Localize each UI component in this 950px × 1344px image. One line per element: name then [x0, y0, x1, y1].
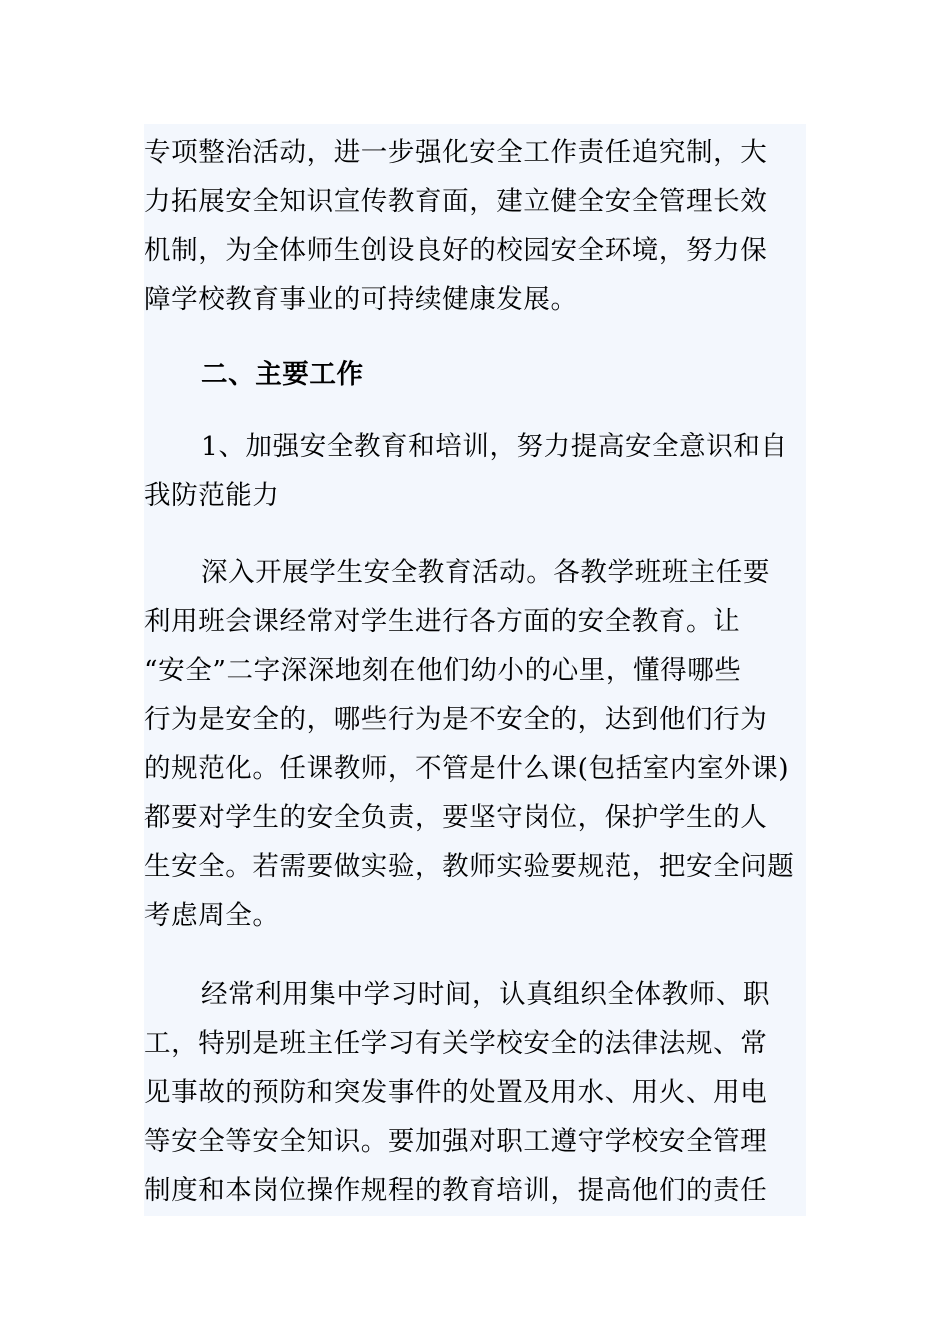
- text-line: 的规范化。任课教师，不管是什么课(包括室内室外课): [144, 753, 790, 784]
- text-line: 生安全。若需要做实验，教师实验要规范，把安全问题: [144, 851, 795, 882]
- text-line: 行为是安全的，哪些行为是不安全的，达到他们行为: [144, 704, 768, 735]
- text-line: 经常利用集中学习时间，认真组织全体教师、职: [201, 979, 771, 1010]
- document-text-panel: [144, 124, 806, 1216]
- text-line: 等安全等安全知识。要加强对职工遵守学校安全管理: [144, 1126, 768, 1157]
- text-line: 障学校教育事业的可持续健康发展。: [144, 284, 578, 315]
- text-line: 利用班会课经常对学生进行各方面的安全教育。让: [144, 606, 741, 637]
- text-line: 制度和本岗位操作规程的教育培训，提高他们的责任: [144, 1175, 768, 1206]
- heading-line: 二、主要工作: [201, 359, 364, 390]
- text-line: 工，特别是班主任学习有关学校安全的法律法规、常: [144, 1028, 768, 1059]
- text-line: 力拓展安全知识宣传教育面，建立健全安全管理长效: [144, 186, 768, 217]
- text-line: “安全”二字深深地刻在他们幼小的心里，懂得哪些: [144, 655, 742, 686]
- text-line: 深入开展学生安全教育活动。各教学班班主任要: [201, 557, 771, 588]
- text-line: 1、加强安全教育和培训，努力提高安全意识和自: [201, 431, 788, 462]
- text-line: 专项整治活动，进一步强化安全工作责任追究制，大: [144, 137, 768, 168]
- paragraph-intro-continuation: [144, 128, 806, 324]
- text-line: 见事故的预防和突发事件的处置及用水、用火、用电: [144, 1077, 768, 1108]
- paragraph-staff-training: [144, 970, 806, 1215]
- text-line: 考虑周全。: [144, 900, 280, 931]
- paragraph-student-safety-education: [144, 548, 806, 940]
- text-line: 机制，为全体师生创设良好的校园安全环境，努力保: [144, 235, 768, 266]
- section-heading-main-work: [144, 350, 806, 399]
- text-line: 我防范能力: [144, 480, 280, 511]
- text-line: 都要对学生的安全负责，要坚守岗位，保护学生的人: [144, 802, 768, 833]
- subsection-heading-safety-education: [144, 422, 806, 520]
